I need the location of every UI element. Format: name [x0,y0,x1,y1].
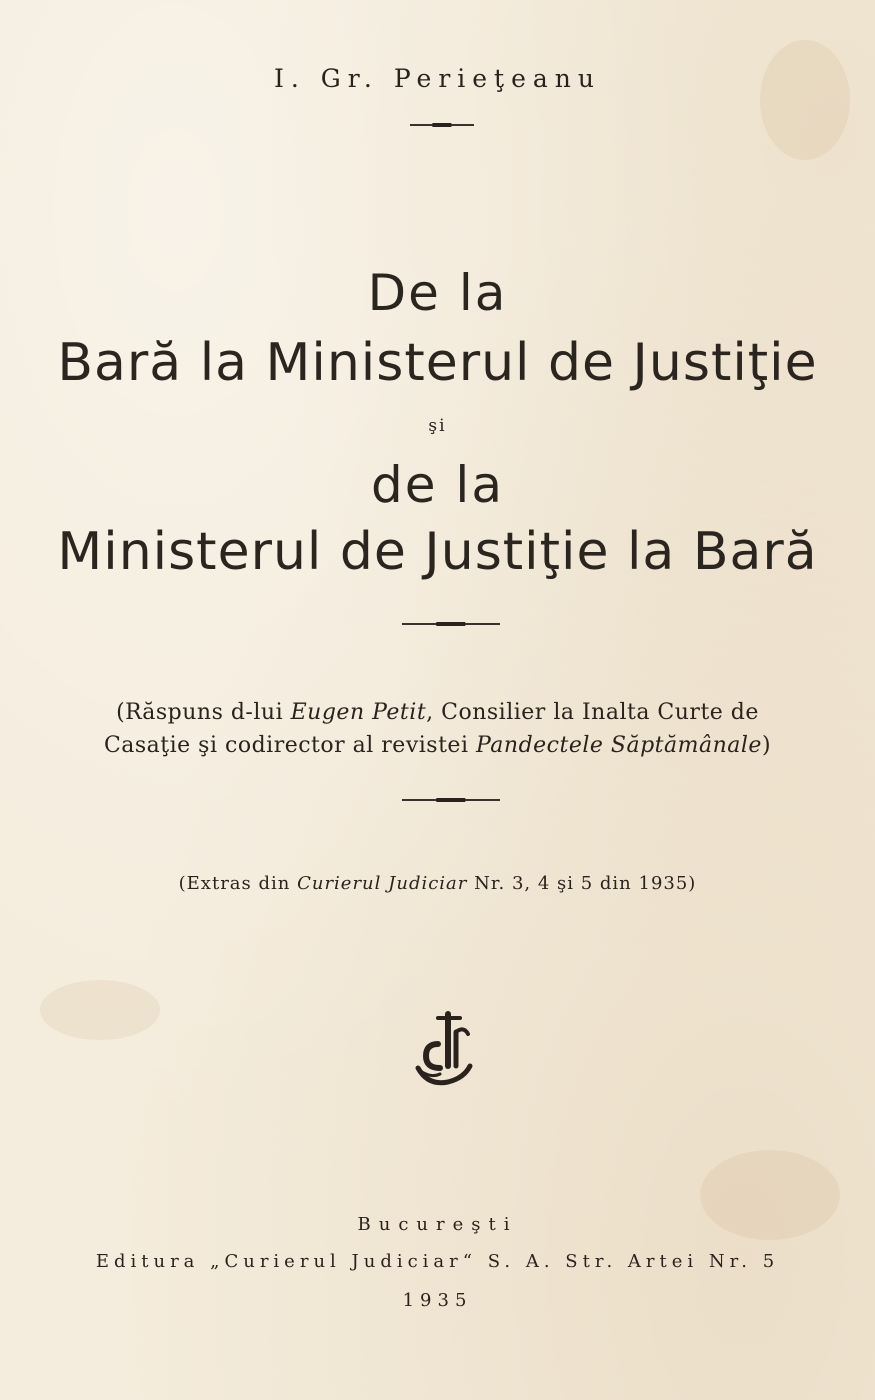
imprint-city: Bucureşti [357,1214,518,1235]
publisher-logo-icon [408,1008,480,1090]
extract-note [0,873,875,894]
extract-suffix: Nr. 3, 4 şi 5 din 1935) [467,873,697,894]
response-journal-name: Pandectele Săptămânale [475,733,762,758]
title-line-2: Bară la Ministerul de Justiţie [57,333,818,393]
title-conjunction: şi [428,416,447,436]
extract-journal-name: Curierul Judiciar [297,873,468,894]
author-divider [410,124,474,126]
title-line-3: de la [371,456,504,514]
response-divider [402,799,500,801]
title-line-1: De la [367,264,508,322]
response-suffix: , Consilier la Inalta Curte de [426,700,759,725]
extract-prefix: (Extras din [178,873,298,894]
response-prefix: Casaţie şi codirector al revistei [103,733,476,758]
title-line-4: Ministerul de Justiţie la Bară [57,522,818,582]
paper-stain [760,40,850,160]
response-suffix: ) [761,733,772,758]
imprint-publisher: Editura „Curierul Judiciar“ S. A. Str. Artei Nr. 5 [95,1251,780,1272]
response-prefix: (Răspuns d-lui [116,700,291,725]
response-person-name: Eugen Petit [290,700,427,725]
paper-stain [40,980,160,1040]
imprint-year: 1935 [402,1290,473,1311]
author-name: I. Gr. Perieţeanu [273,64,602,93]
title-divider [402,623,500,625]
response-line-2 [0,733,875,758]
response-line-1 [0,700,875,725]
